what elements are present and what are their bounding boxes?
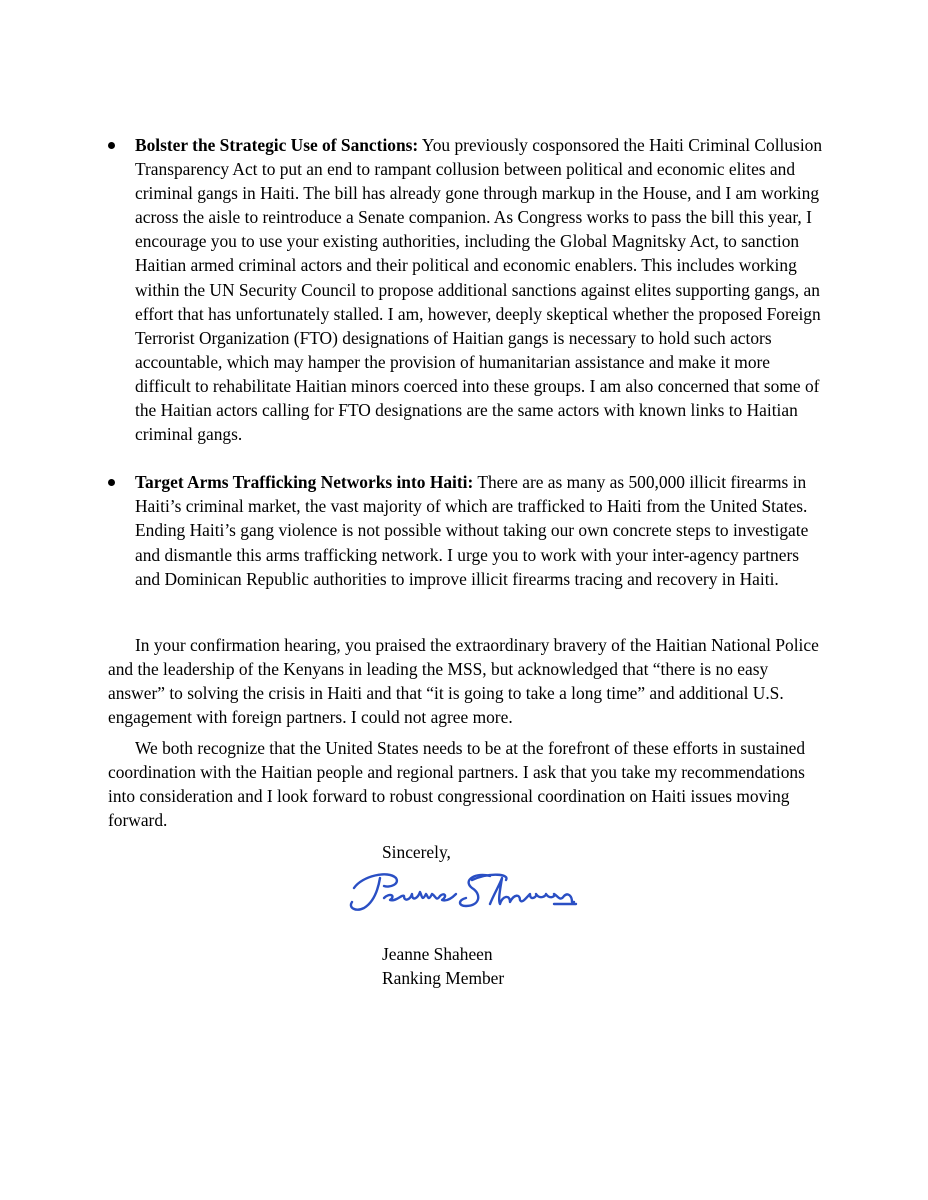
- bullet-icon: [108, 142, 115, 149]
- signer-name: Jeanne Shaheen: [382, 944, 493, 964]
- bullet-heading: Target Arms Trafficking Networks into Haiti:: [135, 472, 474, 493]
- signature: [340, 866, 580, 918]
- bullet-text: You previously cosponsored the Haiti Criminal Collusion Transparency Act to put an end to rampant collusion between political and economic elites and criminal gangs in Haiti. The bill has already gone through markup in the House, and I am working across the aisle to reintroduce a Senate companion. As Congress works to pass the bill this year, I encourage you to use your existing authorities, including the Global Magnitsky Act, to sanction Haitian armed criminal actors and their political and economic enablers. This includes working within the UN Security Council to propose additional sanctions against elites supporting gangs, an effort that has unfortunately stalled. I am, however, deeply skeptical whether the proposed Foreign Terrorist Organization (FTO) designations of Haitian gangs is necessary to hold such actors accountable, which may hamper the provision of humanitarian assistance and make it more difficult to rehabilitate Haitian minors coerced into these groups. I am also concerned that some of the Haitian actors calling for FTO designations are the same actors with known links to Haitian criminal gangs.: [135, 135, 823, 445]
- list-item: [108, 470, 824, 590]
- salutation: Sincerely,: [382, 842, 451, 862]
- bullet-icon: [108, 479, 115, 486]
- recommendations-list: [108, 133, 824, 615]
- bullet-text: There are as many as 500,000 illicit firearms in Haiti’s criminal market, the vast majority of which are trafficked to Haiti from the United States. Ending Haiti’s gang violence is not possible without taking our own concrete steps to investigate and dismantle this arms trafficking network. I urge you to work with your inter-agency partners and Dominican Republic authorities to improve illicit firearms tracing and recovery in Haiti.: [135, 472, 809, 589]
- signer-title: Ranking Member: [382, 968, 505, 988]
- bullet-heading: Bolster the Strategic Use of Sanctions:: [135, 135, 419, 155]
- body-paragraph: In your confirmation hearing, you praised the extraordinary bravery of the Haitian National Police and the leadership of the Kenyans in leading the MSS, but acknowledged that “there is no easy answer” to solving the crisis in Haiti and that “it is going to take a long time” and additional U.S. engagement with foreign partners. I could not agree more.: [108, 635, 819, 728]
- body-paragraph: We both recognize that the United States needs to be at the forefront of these efforts in sustained coordination with the Haitian people and regional partners. I ask that you take my recommendations into consideration and I look forward to robust congressional coordination on Haiti issues moving forward.: [108, 738, 806, 831]
- signature-strokes: [351, 874, 576, 909]
- list-item: [108, 133, 824, 446]
